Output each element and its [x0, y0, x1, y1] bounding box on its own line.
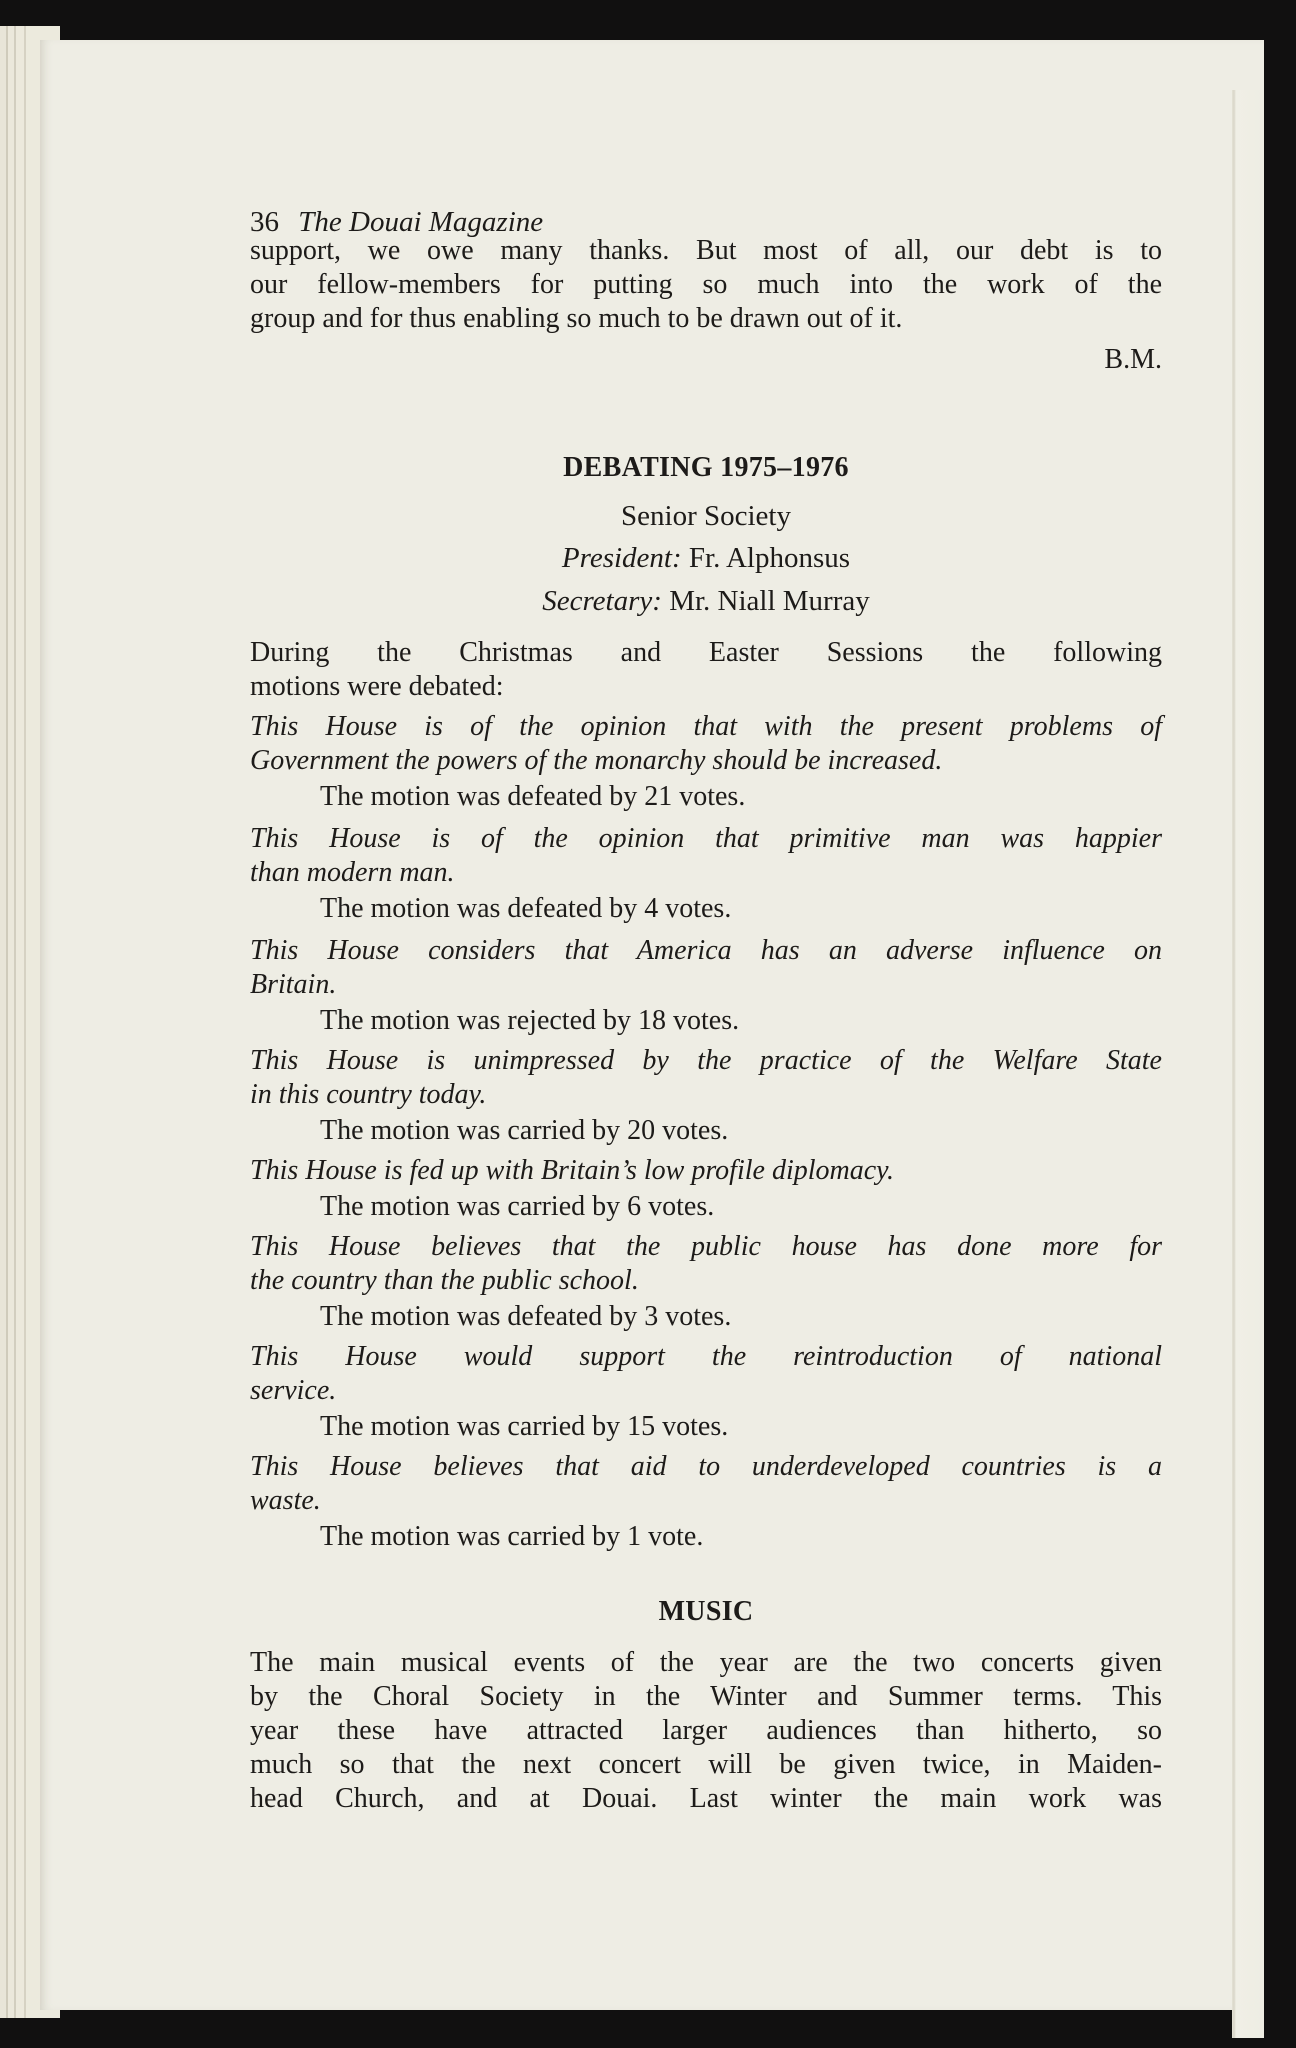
motion-result: The motion was carried by 20 votes.: [320, 1115, 729, 1146]
text-line: head Church, and at Douai. Last winter the main work was: [250, 1783, 1162, 1814]
motion-result: The motion was rejected by 18 votes.: [320, 1005, 740, 1036]
text-line: The main musical events of the year are the two concerts given: [250, 1647, 1162, 1678]
president-label: President:: [561, 542, 682, 574]
motion-item: [250, 822, 1162, 926]
text-line: our fellow-members for putting so much into the work of the: [250, 269, 1162, 300]
text-line: group and for thus enabling so much to be drawn out of it.: [250, 303, 903, 334]
debating-intro: [250, 636, 1162, 704]
motion-text: This House considers that America has an adverse influence on: [250, 935, 1162, 966]
motion-text: Government the powers of the monarchy should be increased.: [250, 745, 943, 776]
text-line: by the Choral Society in the Winter and Summer terms. This: [250, 1681, 1162, 1712]
secretary-line: [250, 585, 1162, 618]
text-line: motions were debated:: [250, 671, 504, 702]
motion-result: The motion was defeated by 21 votes.: [320, 781, 746, 812]
motion-text: in this country today.: [250, 1079, 487, 1110]
motion-result: The motion was carried by 15 votes.: [320, 1411, 729, 1442]
author-signoff: B.M.: [1104, 344, 1162, 375]
book-page: [40, 40, 1264, 2010]
motion-text: This House is unimpressed by the practice of the Welfare State: [250, 1045, 1162, 1076]
motion-item: [250, 934, 1162, 1038]
page-fold-edge: [1232, 90, 1264, 2038]
magazine-title: The Douai Magazine: [298, 206, 544, 238]
motion-item: [250, 1230, 1162, 1334]
motion-item: [250, 710, 1162, 814]
motion-text: This House is of the opinion that with the present problems of: [250, 711, 1162, 742]
motion-item: [250, 1340, 1162, 1444]
page-number: 36: [250, 206, 279, 238]
intro-paragraph: [250, 234, 1162, 336]
motion-text: waste.: [250, 1485, 321, 1516]
motion-result: The motion was defeated by 4 votes.: [320, 893, 732, 924]
motion-text: This House believes that the public house has done more for: [250, 1231, 1162, 1262]
text-line: During the Christmas and Easter Sessions the following: [250, 637, 1162, 668]
motion-text: service.: [250, 1375, 337, 1406]
motion-result: The motion was carried by 1 vote.: [320, 1521, 704, 1552]
section-heading-music: MUSIC: [658, 1596, 754, 1627]
secretary-name: Mr. Niall Murray: [669, 585, 870, 617]
motion-item: [250, 1450, 1162, 1554]
motion-text: Britain.: [250, 969, 337, 1000]
motion-item: [250, 1154, 1162, 1224]
section-heading-debating: DEBATING 1975–1976: [563, 452, 849, 483]
president-line: [250, 542, 1162, 575]
text-line: much so that the next concert will be given twice, in Maiden-: [250, 1749, 1162, 1780]
text-line: year these have attracted larger audiences than hitherto, so: [250, 1715, 1162, 1746]
motion-result: The motion was defeated by 3 votes.: [320, 1301, 732, 1332]
motion-result: The motion was carried by 6 votes.: [320, 1191, 715, 1222]
motion-text: This House would support the reintroduction of national: [250, 1341, 1162, 1372]
motion-text: the country than the public school.: [250, 1265, 639, 1296]
motion-text: This House believes that aid to underdeveloped countries is a: [250, 1451, 1162, 1482]
president-name: Fr. Alphonsus: [688, 542, 851, 574]
motion-text: This House is fed up with Britain’s low profile diplomacy.: [250, 1155, 895, 1186]
secretary-label: Secretary:: [542, 585, 662, 617]
music-paragraph: [250, 1646, 1162, 1816]
motion-text: than modern man.: [250, 857, 455, 888]
text-line: support, we owe many thanks. But most of all, our debt is to: [250, 235, 1162, 266]
motion-text: This House is of the opinion that primitive man was happier: [250, 823, 1162, 854]
society-name: Senior Society: [621, 500, 791, 532]
motion-item: [250, 1044, 1162, 1148]
